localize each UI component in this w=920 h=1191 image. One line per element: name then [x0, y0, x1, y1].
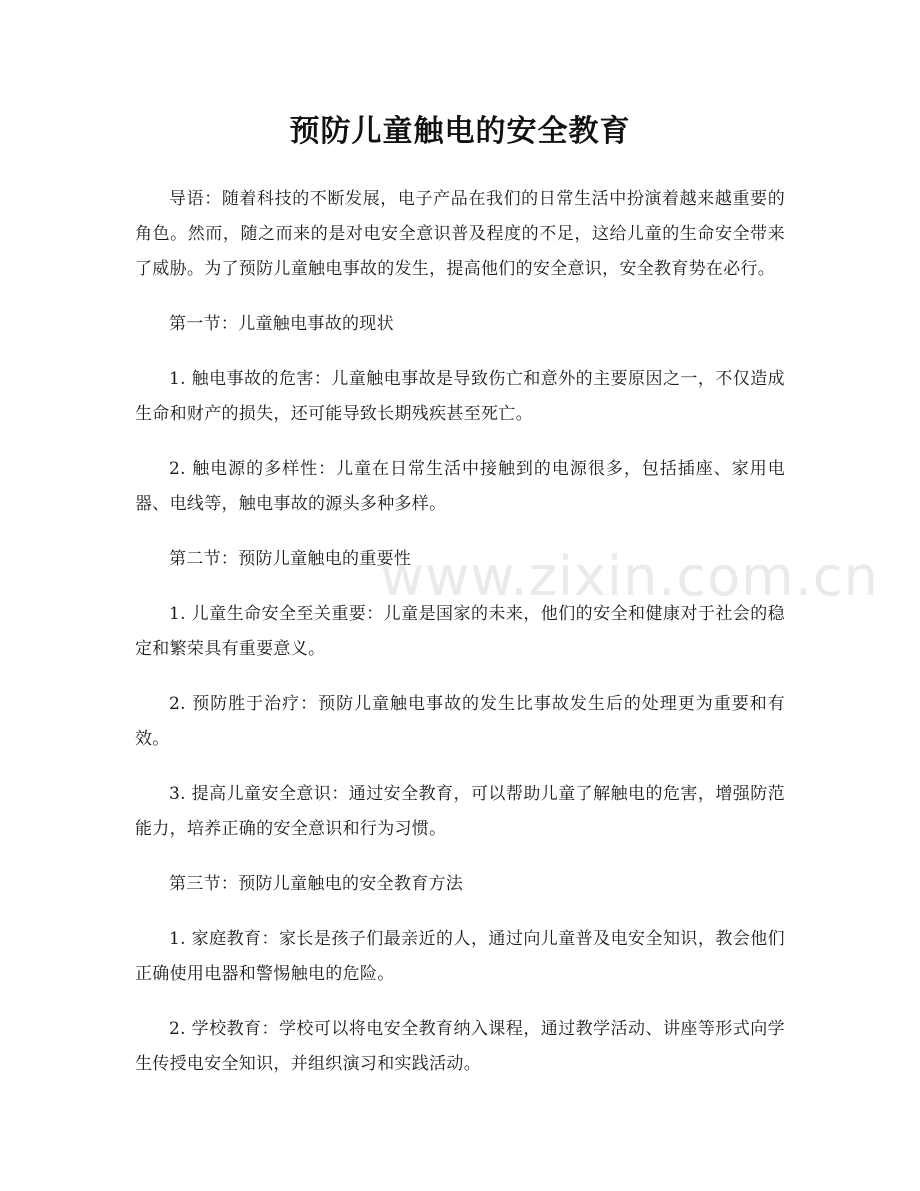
section-heading-2: 第二节：预防儿童触电的重要性 — [169, 549, 412, 569]
list-item: 1. 儿童生命安全至关重要：儿童是国家的未来，他们的安全和健康对于社会的稳定和繁荣具有重要意义。 — [135, 604, 785, 659]
document-body — [135, 182, 785, 1102]
list-item: 2. 触电源的多样性：儿童在日常生活中接触到的电源很多，包括插座、家用电器、电线等，触电事故的源头多种多样。 — [135, 459, 785, 514]
document-title: 预防儿童触电的安全教育 — [289, 114, 631, 149]
section-heading-1: 第一节：儿童触电事故的现状 — [169, 314, 394, 334]
list-item: 1. 家庭教育：家长是孩子们最亲近的人，通过向儿童普及电安全知识，教会他们正确使用电器和警惕触电的危险。 — [135, 929, 785, 984]
list-item: 3. 提高儿童安全意识：通过安全教育，可以帮助儿童了解触电的危害，增强防范能力，培养正确的安全意识和行为习惯。 — [135, 784, 785, 839]
watermark-text: www.zixin.com.cn — [380, 545, 879, 608]
list-item: 2. 预防胜于治疗：预防儿童触电事故的发生比事故发生后的处理更为重要和有效。 — [135, 694, 785, 749]
list-item: 1. 触电事故的危害：儿童触电事故是导致伤亡和意外的主要原因之一，不仅造成生命和财产的损失，还可能导致长期残疾甚至死亡。 — [135, 369, 785, 424]
intro-paragraph: 导语：随着科技的不断发展，电子产品在我们的日常生活中扮演着越来越重要的角色。然而，随之而来的是对电安全意识普及程度的不足，这给儿童的生命安全带来了威胁。为了预防儿童触电事故的发生，提高他们的安全意识，安全教育势在必行。 — [135, 189, 785, 279]
section-heading-3: 第三节：预防儿童触电的安全教育方法 — [169, 874, 464, 894]
list-item: 2. 学校教育：学校可以将电安全教育纳入课程，通过教学活动、讲座等形式向学生传授电安全知识，并组织演习和实践活动。 — [135, 1019, 785, 1074]
